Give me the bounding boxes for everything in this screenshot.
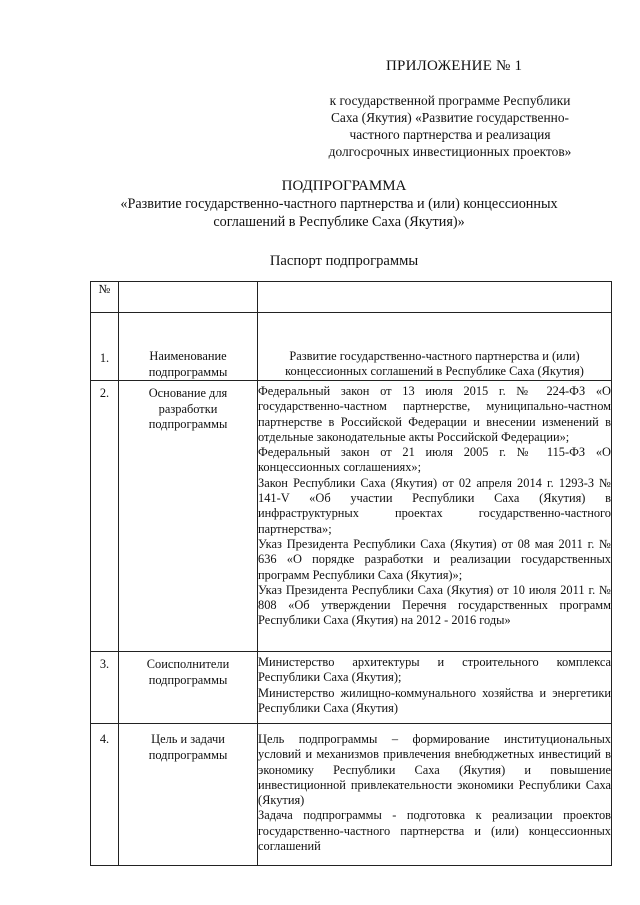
row-content [258, 381, 612, 652]
appendix-line: к государственной программе Республики [329, 93, 571, 108]
table-row [91, 381, 612, 652]
passport-title: Паспорт подпрограммы [269, 253, 419, 269]
subprogram-name [90, 195, 588, 231]
subprogram-heading: ПОДПРОГРАММА [281, 178, 407, 194]
table-header-row [91, 282, 612, 313]
header-num-cell: № [91, 282, 119, 313]
row-number: 4. [91, 724, 119, 866]
subprogram-name-line: «Развитие государственно-частного партнерства и (или) концессионных [120, 196, 558, 212]
row-content [258, 313, 612, 381]
row-number: 2. [91, 381, 119, 652]
content-paragraph: Задача подпрограммы - подготовка к реализации проектов государственно-частного партнерства и (или) концессионных соглашений [258, 808, 611, 854]
row-content [258, 652, 612, 724]
header-content-cell [258, 282, 612, 313]
content-paragraph: Федеральный закон от 13 июля 2015 г. № 224-ФЗ «О государственно-частном партнерстве, муниципально-частном партнерстве в Российской Федерации и внесении изменений в отдельные законодательные акты Российской Федерации»; [258, 384, 611, 444]
row-content [258, 724, 612, 866]
appendix-line: Саха (Якутия) «Развитие государственно- [331, 110, 569, 125]
row-name: Наименование подпрограммы [119, 313, 258, 381]
table-row [91, 724, 612, 866]
content-paragraph: Министерство жилищно-коммунального хозяйства и энергетики Республики Саха (Якутия) [258, 685, 611, 715]
subprogram-name-line: соглашений в Республике Саха (Якутия)» [213, 214, 465, 230]
row-number: 1. [91, 313, 119, 381]
table-row [91, 313, 612, 381]
content-paragraph: Развитие государственно-частного партнерства и (или) концессионных соглашений в Республике Саха (Якутия) [285, 349, 584, 379]
appendix-line: долгосрочных инвестиционных проектов» [328, 144, 572, 159]
row-name: Основание для разработки подпрограммы [119, 381, 258, 652]
passport-table [90, 281, 612, 866]
content-paragraph: Указ Президента Республики Саха (Якутия) от 08 мая 2011 г. № 636 «О порядке разработки и реализации государственных программ Республики Саха (Якутия)»; [258, 536, 611, 582]
appendix-reference [300, 92, 600, 160]
appendix-line: частного партнерства и реализация [349, 127, 551, 142]
row-name: Соисполнители подпрограммы [119, 652, 258, 724]
header-name-cell [119, 282, 258, 313]
content-paragraph: Указ Президента Республики Саха (Якутия) от 10 июля 2011 г. № 808 «Об утверждении Перечня государственных программ Республики Саха (Якутия) на 2012 - 2016 годы» [258, 582, 611, 628]
content-paragraph: Федеральный закон от 21 июля 2005 г. № 115-ФЗ «О концессионных соглашениях»; [258, 445, 611, 475]
row-number: 3. [91, 652, 119, 724]
row-name: Цель и задачи подпрограммы [119, 724, 258, 866]
content-paragraph: Министерство архитектуры и строительного комплекса Республики Саха (Якутия); [258, 655, 611, 685]
appendix-title: ПРИЛОЖЕНИЕ № 1 [386, 58, 523, 74]
content-paragraph: Закон Республики Саха (Якутия) от 02 апреля 2014 г. 1293-З № 141-V «Об участии Республики Саха (Якутия) в инфраструктурных проектах государственно-частного партнерства»; [258, 475, 611, 536]
content-paragraph: Цель подпрограммы – формирование институциональных условий и механизмов привлечения внебюджетных инвестиций в экономику Республики Саха (Якутия) и повышение инвестиционной привлекательности экономики Республики Саха (Якутия) [258, 732, 611, 808]
table-row [91, 652, 612, 724]
